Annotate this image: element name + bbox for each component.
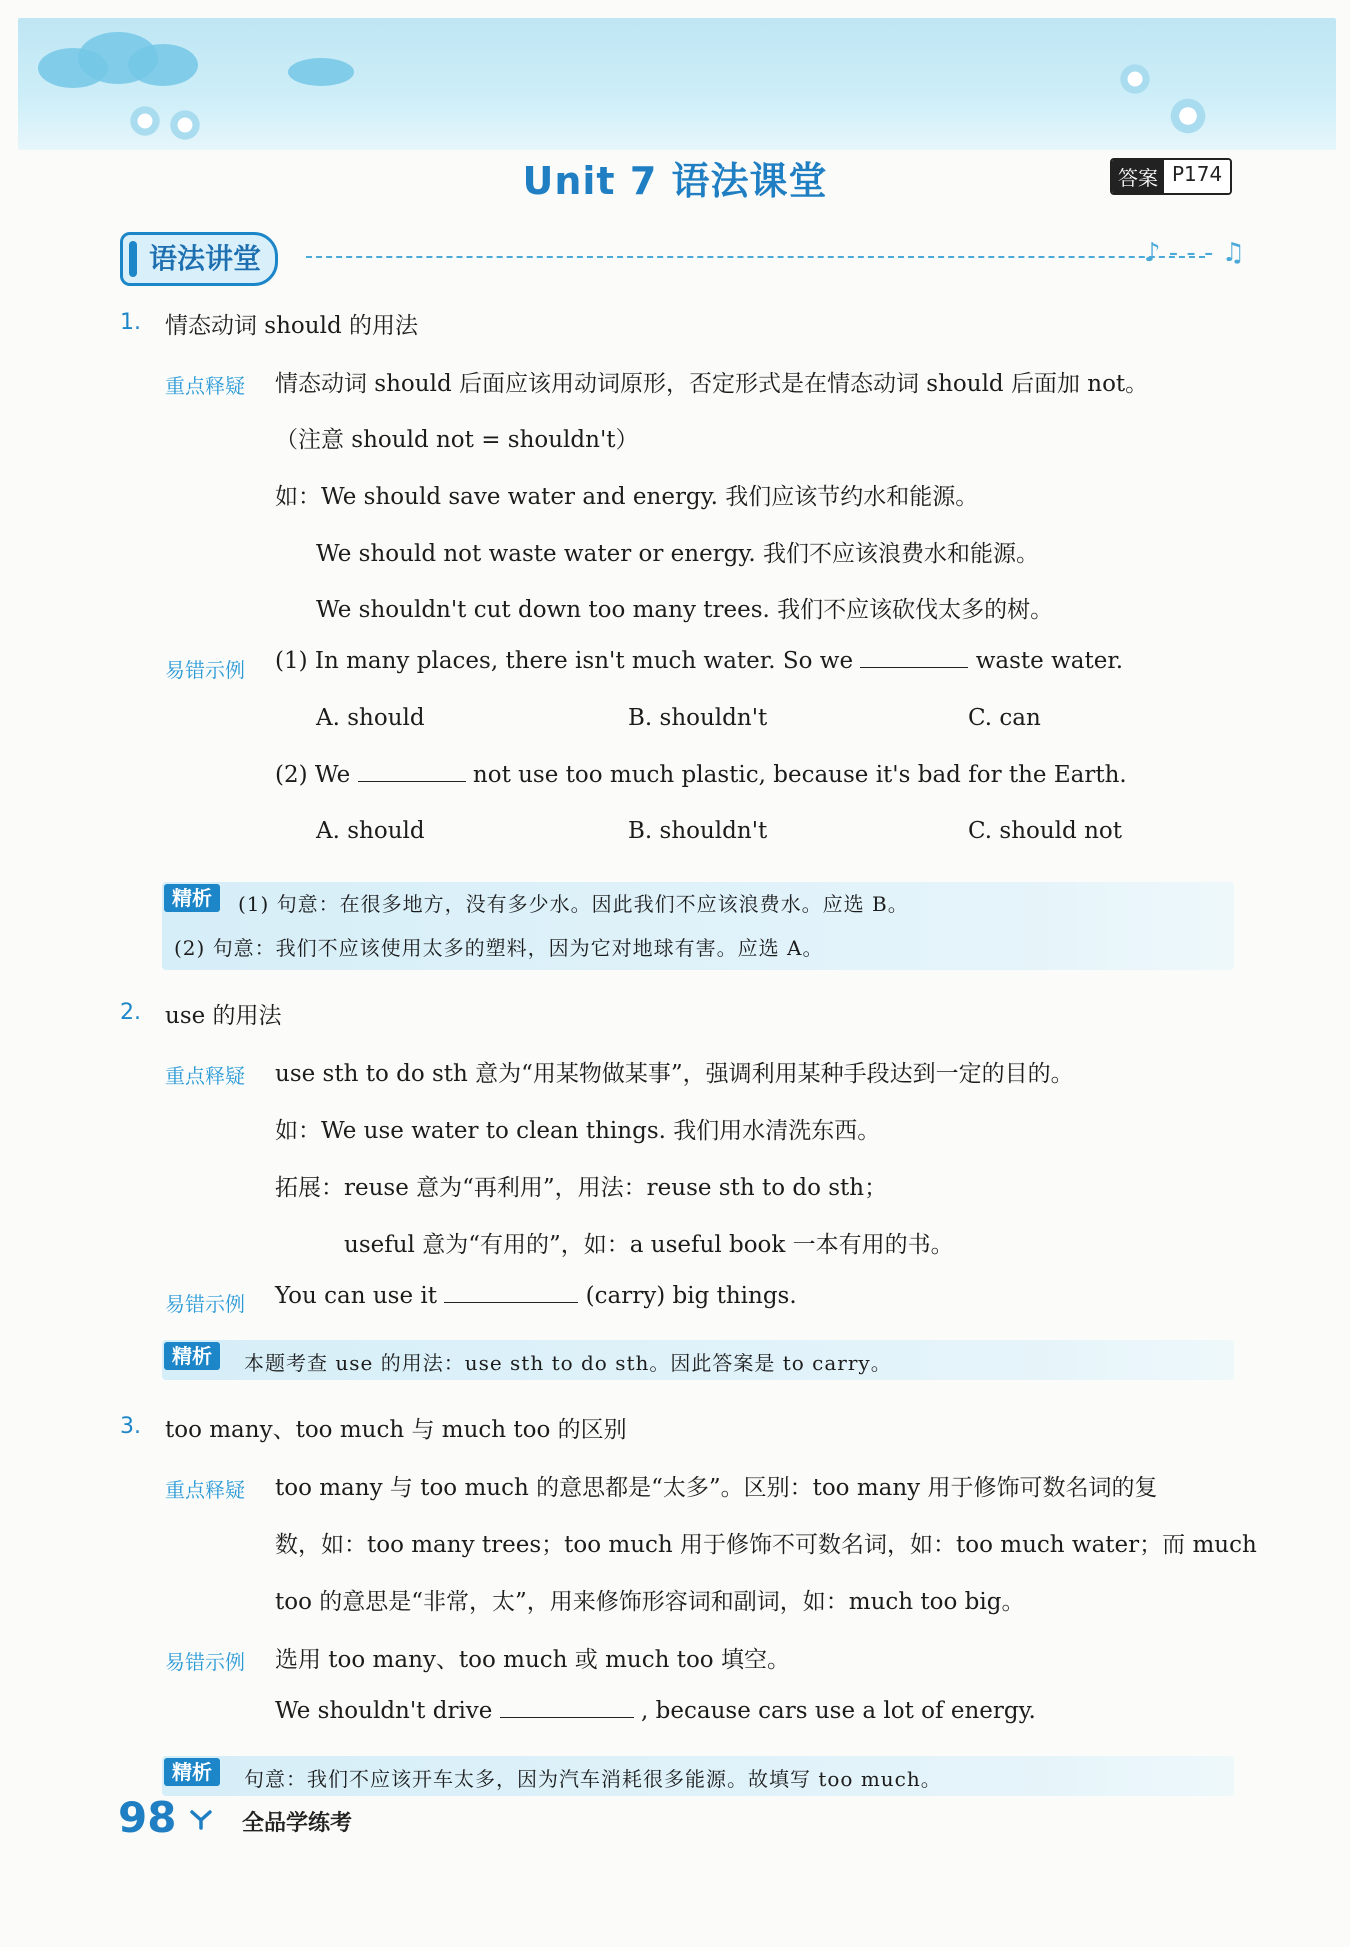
analysis-tag: 精析 xyxy=(164,1342,220,1370)
dashed-divider xyxy=(306,256,1205,258)
item-heading: too many、too much 与 much too 的区别 xyxy=(165,1417,627,1443)
example-text: We shouldn't cut down too many trees. 我们不应该砍伐太多的树。 xyxy=(316,597,1054,623)
analysis-tag: 精析 xyxy=(164,884,220,912)
option-b[interactable]: B. shouldn't xyxy=(628,705,768,731)
question-1 xyxy=(275,648,1123,674)
item-heading: 情态动词 should 的用法 xyxy=(165,313,418,339)
analysis-box xyxy=(162,1756,1234,1796)
analysis-box xyxy=(162,882,1234,970)
section-header xyxy=(120,232,1245,282)
flower-decoration xyxy=(1168,96,1208,136)
analysis-text: (1) 句意：在很多地方，没有多少水。因此我们不应该浪费水。应选 B。 xyxy=(238,892,909,916)
answer-label: 答案 xyxy=(1112,160,1164,193)
page-title: Unit 7 语法课堂 xyxy=(522,159,828,203)
question-text: , because cars use a lot of energy. xyxy=(641,1698,1036,1724)
key-text: use sth to do sth 意为“用某物做某事”，强调利用某种手段达到一定的目的。 xyxy=(275,1061,1074,1087)
key-points-tag: 重点释疑 xyxy=(165,374,245,398)
cloud-decoration xyxy=(128,44,198,86)
question-text: You can use it xyxy=(275,1283,438,1309)
answer-blank[interactable] xyxy=(500,1699,634,1718)
answer-blank[interactable] xyxy=(860,649,968,668)
analysis-text: 本题考查 use 的用法：use sth to do sth。因此答案是 to carry。 xyxy=(244,1351,892,1375)
brand-name: 全品学练考 xyxy=(242,1811,353,1836)
key-points-tag: 重点释疑 xyxy=(165,1064,245,1088)
leaf-icon xyxy=(190,1808,212,1836)
example-text: useful 意为“有用的”，如：a useful book 一本有用的书。 xyxy=(344,1232,954,1258)
header-banner xyxy=(18,18,1336,150)
option-c[interactable]: C. should not xyxy=(968,818,1122,844)
option-b[interactable]: B. shouldn't xyxy=(628,818,768,844)
analysis-tag: 精析 xyxy=(164,1758,220,1786)
analysis-text: (2) 句意：我们不应该使用太多的塑料，因为它对地球有害。应选 A。 xyxy=(174,936,824,960)
item-number: 1. xyxy=(120,310,141,335)
question xyxy=(275,1698,1036,1724)
key-text: 情态动词 should 后面应该用动词原形，否定形式是在情态动词 should 后面加 not。 xyxy=(275,371,1149,397)
analysis-text: 句意：我们不应该开车太多，因为汽车消耗很多能源。故填写 too much。 xyxy=(244,1767,942,1791)
example-text: 如：We use water to clean things. 我们用水清洗东西。 xyxy=(275,1118,881,1144)
question-text: not use too much plastic, because it's bad for the Earth. xyxy=(472,762,1127,788)
key-text: 数，如：too many trees；too much 用于修饰不可数名词，如：too much water；而 much xyxy=(275,1532,1257,1558)
question xyxy=(275,1283,797,1309)
key-text: too many 与 too much 的意思都是“太多”。区别：too many 用于修饰可数名词的复 xyxy=(275,1475,1158,1501)
page-number: 98 xyxy=(118,1793,177,1842)
example-text: 拓展：reuse 意为“再利用”，用法：reuse sth to do sth； xyxy=(275,1175,888,1201)
example-text: We should not waste water or energy. 我们不应该浪费水和能源。 xyxy=(316,541,1039,567)
question-text: (2) We xyxy=(275,762,351,788)
mistake-example-tag: 易错示例 xyxy=(165,658,245,682)
option-a[interactable]: A. should xyxy=(316,818,425,844)
question-text: (carry) big things. xyxy=(585,1283,797,1309)
mistake-example-tag: 易错示例 xyxy=(165,1292,245,1316)
analysis-box xyxy=(162,1340,1234,1380)
option-c[interactable]: C. can xyxy=(968,705,1041,731)
answer-blank[interactable] xyxy=(358,763,466,782)
option-a[interactable]: A. should xyxy=(316,705,425,731)
key-points-tag: 重点释疑 xyxy=(165,1478,245,1502)
item-number: 3. xyxy=(120,1414,141,1439)
mistake-example-tag: 易错示例 xyxy=(165,1650,245,1674)
flower-decoration xyxy=(168,108,202,142)
answer-page: P174 xyxy=(1164,160,1230,193)
key-text: （注意 should not = shouldn't） xyxy=(275,427,639,453)
example-text: 如：We should save water and energy. 我们应该节约水和能源。 xyxy=(275,484,979,510)
question-intro: 选用 too many、too much 或 much too 填空。 xyxy=(275,1647,790,1673)
section-label: 语法讲堂 xyxy=(120,232,278,286)
key-text: too 的意思是“非常，太”，用来修饰形容词和副词，如：much too big。 xyxy=(275,1589,1025,1615)
item-number: 2. xyxy=(120,1000,141,1025)
item-heading: use 的用法 xyxy=(165,1003,282,1029)
question-text: waste water. xyxy=(975,648,1124,674)
flower-decoration xyxy=(1118,62,1152,96)
question-text: (1) In many places, there isn't much water. So we xyxy=(275,648,854,674)
music-notes-icon: ♪ - - - ♫ xyxy=(1143,238,1245,268)
flower-decoration xyxy=(128,104,162,138)
question-text: We shouldn't drive xyxy=(275,1698,493,1724)
answer-blank[interactable] xyxy=(444,1284,578,1303)
cloud-decoration xyxy=(288,58,354,86)
answer-reference xyxy=(1110,158,1232,195)
question-2 xyxy=(275,762,1127,788)
